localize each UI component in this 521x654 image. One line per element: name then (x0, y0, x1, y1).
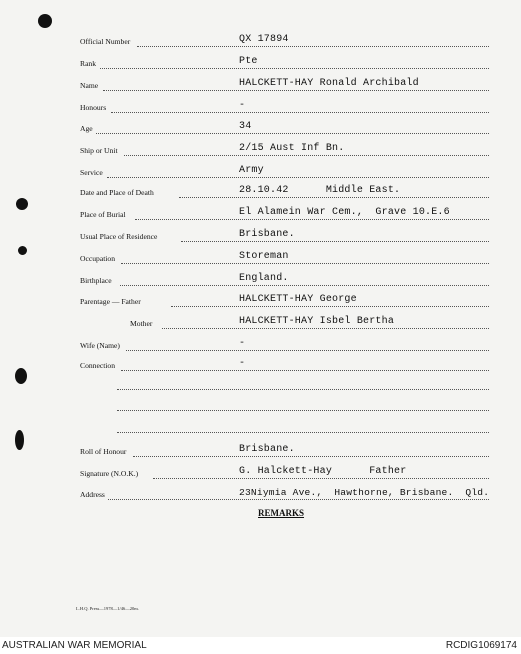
burial-value: El Alamein War Cem., Grave 10.E.6 (239, 207, 450, 218)
occupation-row (0, 251, 521, 267)
dotted-line (120, 285, 489, 286)
service-value: Army (239, 165, 264, 176)
birthplace-value: England. (239, 273, 289, 284)
catalogue-id-label: RCDIG1069174 (445, 640, 517, 651)
burial-row (0, 207, 521, 223)
age-value: 34 (239, 121, 252, 132)
archive-source-label: AUSTRALIAN WAR MEMORIAL (2, 640, 147, 651)
wife-label: Wife (Name) (80, 341, 120, 350)
father-label: Parentage — Father (80, 297, 141, 306)
roll-of-honour-row (0, 444, 521, 460)
signature-label: Signature (N.O.K.) (80, 469, 139, 478)
dotted-line (107, 177, 489, 178)
rank-value: Pte (239, 56, 258, 67)
blank-dotted-line (117, 389, 489, 390)
dotted-line (111, 112, 489, 113)
dotted-line (133, 456, 489, 457)
dotted-line (103, 90, 489, 91)
death-label: Date and Place of Death (80, 188, 154, 197)
death-row (0, 185, 521, 201)
birthplace-row (0, 273, 521, 289)
dotted-line (171, 306, 489, 307)
roll-of-honour-value: Brisbane. (239, 444, 295, 455)
dotted-line (181, 241, 489, 242)
roll-of-honour-label: Roll of Honour (80, 447, 127, 456)
official-number-value: QX 17894 (239, 34, 289, 45)
residence-label: Usual Place of Residence (80, 232, 158, 241)
dotted-line (100, 68, 489, 69)
wife-row (0, 338, 521, 354)
service-row (0, 165, 521, 181)
dotted-line (153, 478, 489, 479)
occupation-label: Occupation (80, 254, 116, 263)
honours-label: Honours (80, 103, 107, 112)
death-value: 28.10.42 Middle East. (239, 185, 401, 196)
age-row (0, 121, 521, 137)
rank-row (0, 56, 521, 72)
burial-label: Place of Burial (80, 210, 126, 219)
printer-note: L.H.Q. Press—1978—1/46—20m. (76, 606, 139, 611)
punch-hole-mark (38, 14, 52, 28)
dotted-line (108, 499, 489, 500)
ship-or-unit-label: Ship or Unit (80, 146, 118, 155)
dotted-line (137, 46, 489, 47)
dotted-line (121, 370, 489, 371)
age-label: Age (80, 124, 93, 133)
address-row (0, 487, 521, 503)
connection-row (0, 358, 521, 374)
dotted-line (121, 263, 489, 264)
father-value: HALCKETT-HAY George (239, 294, 357, 305)
signature-value: G. Halckett-Hay Father (239, 466, 407, 477)
connection-label: Connection (80, 361, 116, 370)
archive-footer (0, 637, 521, 654)
ship-or-unit-row (0, 143, 521, 159)
dotted-line (126, 350, 489, 351)
dotted-line (96, 133, 489, 134)
name-label: Name (80, 81, 99, 90)
dotted-line (162, 328, 489, 329)
address-value: 23Niymia Ave., Hawthorne, Brisbane. Qld. (239, 487, 490, 498)
name-value: HALCKETT-HAY Ronald Archibald (239, 78, 419, 89)
mother-value: HALCKETT-HAY Isbel Bertha (239, 316, 395, 327)
dotted-line (179, 197, 489, 198)
mother-row (0, 316, 521, 332)
name-row (0, 78, 521, 94)
father-row (0, 294, 521, 310)
connection-value: - (239, 358, 246, 369)
occupation-value: Storeman (239, 251, 289, 262)
blank-dotted-line (117, 432, 489, 433)
official-number-label: Official Number (80, 37, 131, 46)
dotted-line (124, 155, 489, 156)
official-number-row (0, 34, 521, 50)
blank-dotted-line (117, 410, 489, 411)
remarks-heading: REMARKS (258, 508, 305, 518)
service-label: Service (80, 168, 103, 177)
honours-value: - (239, 100, 246, 111)
mother-label: Mother (130, 319, 153, 328)
wife-value: - (239, 338, 246, 349)
signature-row (0, 466, 521, 482)
dotted-line (135, 219, 489, 220)
residence-value: Brisbane. (239, 229, 295, 240)
address-label: Address (80, 490, 105, 499)
birthplace-label: Birthplace (80, 276, 112, 285)
honours-row (0, 100, 521, 116)
residence-row (0, 229, 521, 245)
ship-or-unit-value: 2/15 Aust Inf Bn. (239, 143, 345, 154)
rank-label: Rank (80, 59, 97, 68)
